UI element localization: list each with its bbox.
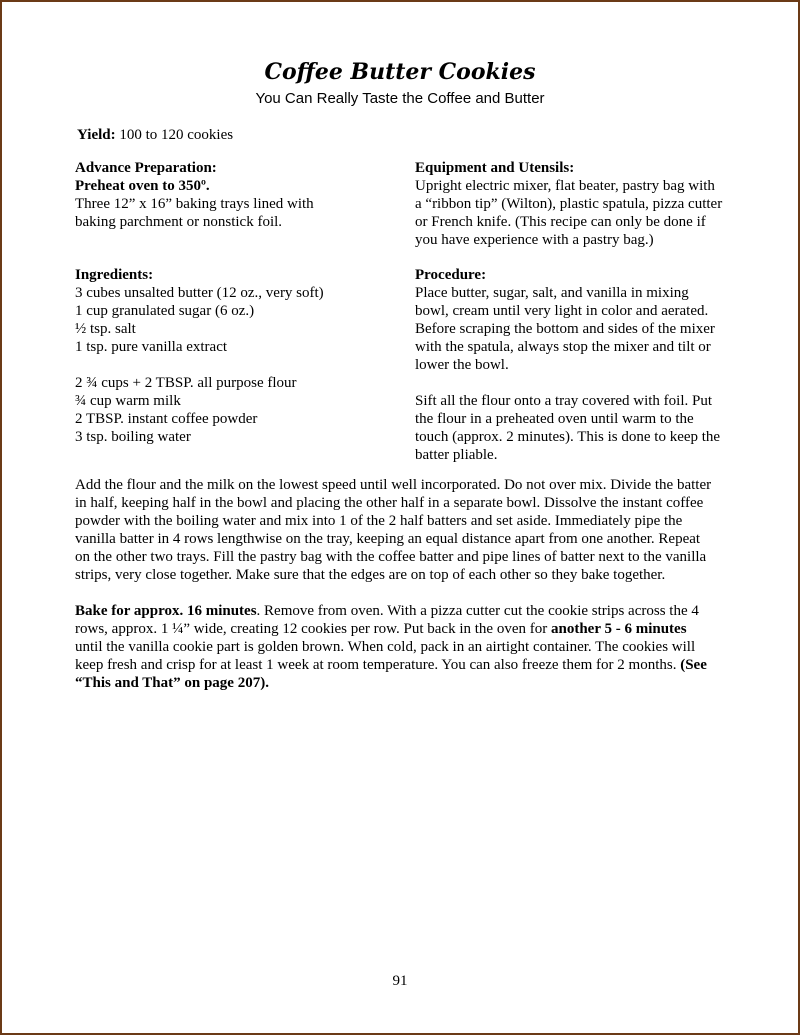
bake-paragraph — [75, 602, 751, 692]
ingredient-item: 2 TBSP. instant coffee powder — [75, 411, 258, 427]
procedure-line: touch (approx. 2 minutes). This is done to keep the — [415, 429, 721, 445]
ingredients-heading: Ingredients: — [75, 267, 154, 283]
advance-preparation-line: baking parchment or nonstick foil. — [75, 214, 283, 230]
procedure-line: bowl, cream until very light in color and aerated. — [415, 303, 709, 319]
procedure-line: Before scraping the bottom and sides of the mixer — [415, 321, 715, 337]
equipment-heading: Equipment and Utensils: — [415, 160, 575, 176]
bake-text: until the vanilla cookie part is golden brown. When cold, pack in an airtight container. The cookies will keep fresh and crisp for at least 1 week at room temperature. You can also freeze them for 2 months. — [75, 639, 696, 673]
ingredient-item: 2 ¾ cups + 2 TBSP. all purpose flour — [75, 375, 297, 391]
yield-label: Yield: — [77, 127, 116, 143]
yield-value: 100 to 120 cookies — [119, 127, 234, 143]
procedure-line: batter pliable. — [415, 447, 498, 463]
ingredient-item: 3 tsp. boiling water — [75, 429, 191, 445]
equipment-section — [415, 159, 745, 249]
instructions-paragraph: Add the flour and the milk on the lowest speed until well incorporated. Do not over mix. Divide the batter in half, keeping half in the bowl and placing the other half in a separate bowl. Dissolve the instant coffee powder with the boiling water and mix into 1 of the 2 half batters and set aside. Immediately pipe the vanilla batter in 4 rows lengthwise on the tray, keeping an equal distance apart from one another. Repeat on the other two trays. Fill the pastry bag with the coffee batter and pipe lines of batter next to the vanilla strips, very close together. Make sure that the edges are on top of each other so they bake together. — [75, 477, 712, 583]
equipment-line: a “ribbon tip” (Wilton), plastic spatula, pizza cutter — [415, 196, 723, 212]
ingredient-item: 1 cup granulated sugar (6 oz.) — [75, 303, 255, 319]
procedure-line: the flour in a preheated oven until warm to the — [415, 411, 694, 427]
procedure-line: lower the bowl. — [415, 357, 509, 373]
ingredient-item: ¾ cup warm milk — [75, 393, 181, 409]
page-number: 91 — [392, 973, 408, 989]
equipment-line: Upright electric mixer, flat beater, pastry bag with — [415, 178, 715, 194]
preheat-line: Preheat oven to 350º. — [75, 178, 210, 194]
ingredient-item: 3 cubes unsalted butter (12 oz., very soft) — [75, 285, 324, 301]
procedure-line: Sift all the flour onto a tray covered with foil. Put — [415, 393, 713, 409]
procedure-heading: Procedure: — [415, 267, 487, 283]
procedure-line: Place butter, sugar, salt, and vanilla in mixing — [415, 285, 689, 301]
recipe-subtitle: You Can Really Taste the Coffee and Butter — [255, 90, 545, 107]
advance-preparation-section — [75, 159, 405, 231]
yield-line — [77, 126, 233, 144]
bake-time-bold: Bake for approx. 16 minutes — [75, 603, 257, 619]
bake-text: . Remove from oven. With a pizza cutter cut the cookie strips across the 4 rows, approx. 1 ¼” wide, creating 12 cookies per row. Put back in the oven for — [75, 603, 699, 637]
second-bake-time-bold: another 5 - 6 minutes — [550, 621, 687, 637]
advance-preparation-heading: Advance Preparation: — [75, 160, 217, 176]
ingredient-item: 1 tsp. pure vanilla extract — [75, 339, 228, 355]
equipment-line: you have experience with a pastry bag.) — [415, 232, 654, 248]
recipe-title: Coffee Butter Cookies — [264, 59, 536, 85]
equipment-line: or French knife. (This recipe can only be done if — [415, 214, 706, 230]
ingredients-section — [75, 266, 405, 446]
see-reference-bold: (See “This and That” on page 207). — [75, 657, 707, 691]
ingredient-item: ½ tsp. salt — [75, 321, 136, 337]
procedure-line: with the spatula, always stop the mixer and tilt or — [415, 339, 711, 355]
advance-preparation-line: Three 12” x 16” baking trays lined with — [75, 196, 314, 212]
procedure-section — [415, 266, 745, 464]
